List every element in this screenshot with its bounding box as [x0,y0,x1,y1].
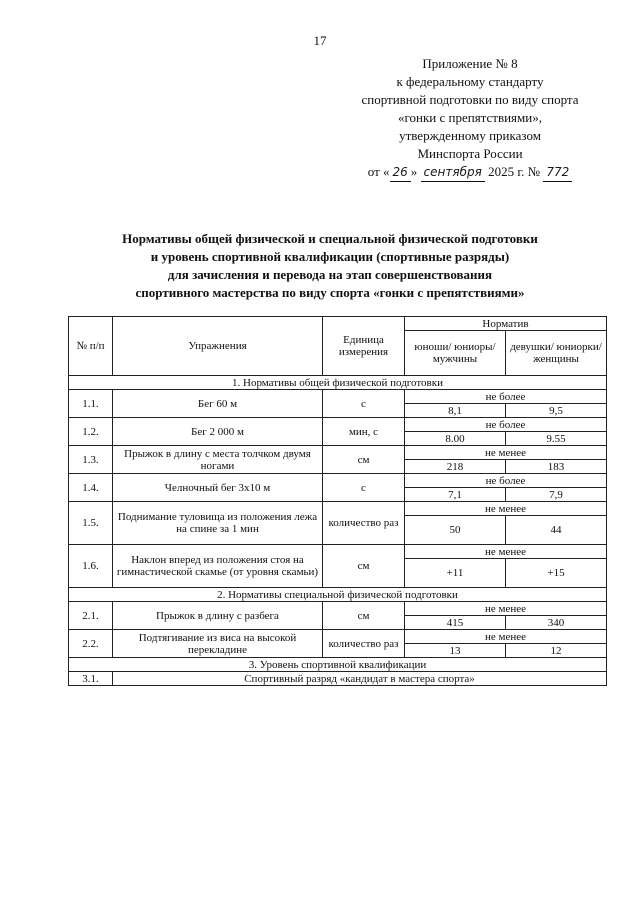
row-condition: не менее [405,502,607,516]
row-condition: не менее [405,545,607,559]
row-exercise: Челночный бег 3х10 м [113,474,323,502]
section-title: 2. Нормативы специальной физической подготовки [69,588,607,602]
row-exercise: Бег 2 000 м [113,418,323,446]
title-line: Нормативы общей физической и специальной физической подготовки [122,231,538,246]
section-title: 3. Уровень спортивной квалификации [69,658,607,672]
value-male: 8,1 [405,404,506,418]
row-exercise: Наклон вперед из положения стоя на гимнастической скамье (от уровня скамьи) [113,545,323,588]
appendix-line: к федеральному стандарту [396,74,544,89]
page-number: 17 [313,33,327,48]
document-title [60,230,600,302]
value-female: +15 [506,559,607,588]
header-male: юноши/ юниоры/ мужчины [405,331,506,376]
row-unit: см [323,602,405,630]
header-female: девушки/ юниорки/ женщины [506,331,607,376]
appendix-line: Минспорта России [417,146,523,161]
row-condition: не менее [405,602,607,616]
row-exercise: Прыжок в длину с разбега [113,602,323,630]
appendix-line: утвержденному приказом [399,128,541,143]
value-female: 340 [506,616,607,630]
title-line: для зачисления и перевода на этап совершенствования [167,267,493,282]
title-line: и уровень спортивной квалификации (спортивные разряды) [150,249,510,264]
norms-table [68,316,607,686]
row-num: 1.2. [69,418,113,446]
row-unit: с [323,390,405,418]
row-unit: см [323,545,405,588]
table-row [69,474,607,488]
handwritten-order-number: 772 [543,163,572,182]
row-num: 2.2. [69,630,113,658]
section-row [69,376,607,390]
row-num: 1.5. [69,502,113,545]
value-male: 8.00 [405,432,506,446]
year-text: 2025 г. № [488,164,541,179]
section-row [69,588,607,602]
row-qualification: Спортивный разряд «кандидат в мастера спорта» [113,672,607,686]
table-row [69,630,607,644]
header-norm: Норматив [405,317,607,331]
row-num: 1.4. [69,474,113,502]
table-header-row [69,317,607,331]
row-unit: мин, с [323,418,405,446]
value-female: 9.55 [506,432,607,446]
date-prefix: от « [367,164,390,179]
table-row [69,418,607,432]
row-unit: количество раз [323,630,405,658]
row-condition: не менее [405,446,607,460]
appendix-line: «гонки с препятствиями», [398,110,542,125]
row-num: 3.1. [69,672,113,686]
table-row [69,545,607,559]
row-num: 1.3. [69,446,113,474]
value-female: 12 [506,644,607,658]
value-female: 7,9 [506,488,607,502]
value-female: 183 [506,460,607,474]
row-condition: не более [405,474,607,488]
value-male: 13 [405,644,506,658]
row-exercise: Прыжок в длину с места толчком двумя ногами [113,446,323,474]
table-row [69,672,607,686]
header-unit: Единица измерения [323,317,405,376]
row-exercise: Поднимание туловища из положения лежа на спине за 1 мин [113,502,323,545]
value-male: 415 [405,616,506,630]
value-male: +11 [405,559,506,588]
section-row [69,658,607,672]
value-female: 44 [506,516,607,545]
table-row [69,602,607,616]
handwritten-month: сентября [421,163,485,182]
header-num: № п/п [69,317,113,376]
section-title: 1. Нормативы общей физической подготовки [69,376,607,390]
value-male: 218 [405,460,506,474]
appendix-block [330,55,610,182]
handwritten-day: 26 [390,163,411,182]
header-exercise: Упражнения [113,317,323,376]
row-condition: не более [405,418,607,432]
row-num: 1.1. [69,390,113,418]
value-female: 9,5 [506,404,607,418]
row-condition: не менее [405,630,607,644]
row-num: 1.6. [69,545,113,588]
order-date-line [330,163,610,182]
row-exercise: Бег 60 м [113,390,323,418]
row-unit: количество раз [323,502,405,545]
title-line: спортивного мастерства по виду спорта «гонки с препятствиями» [135,285,525,300]
table-row [69,446,607,460]
table-row [69,502,607,516]
appendix-line: Приложение № 8 [422,56,518,71]
row-num: 2.1. [69,602,113,630]
appendix-line: спортивной подготовки по виду спорта [361,92,579,107]
date-mid: » [410,164,418,179]
value-male: 7,1 [405,488,506,502]
row-unit: с [323,474,405,502]
row-unit: см [323,446,405,474]
value-male: 50 [405,516,506,545]
row-condition: не более [405,390,607,404]
row-exercise: Подтягивание из виса на высокой перекладине [113,630,323,658]
table-row [69,390,607,404]
